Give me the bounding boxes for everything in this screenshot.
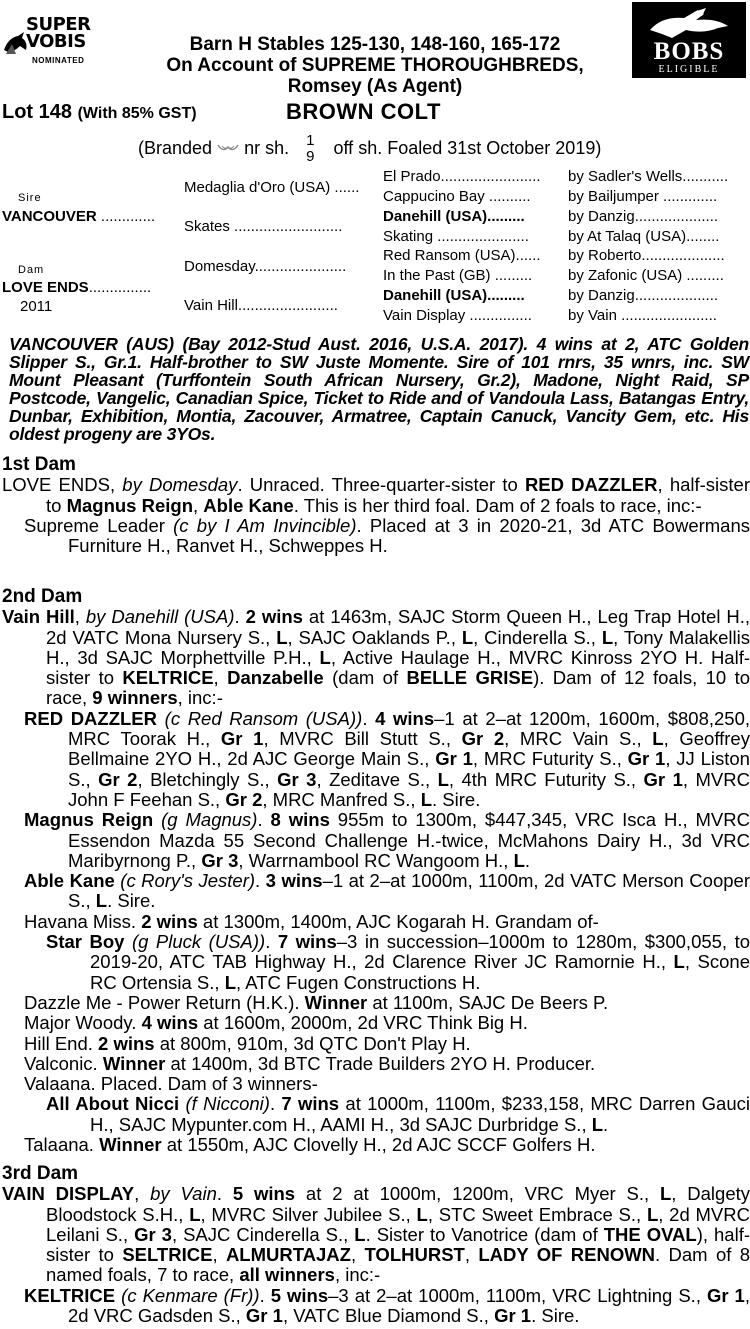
star-boy-entry: Star Boy (g Pluck (USA)). 7 wins–3 in succession–1000m to 1280m, $300,055, to 2019-20, ATC TAB Highway H., 2d Clarence River JC Ramornie H., L, Scone RC Ortensia S., L, ATC Fugen Constructions H. bbox=[46, 931, 750, 993]
ped-col2-2: Domesday...................... bbox=[184, 258, 347, 275]
header-line-2: On Account of SUPREME THOROUGHBREDS, bbox=[166, 55, 584, 76]
ped-col3-5: In the Past (GB) ......... bbox=[383, 267, 533, 284]
first-dam-heading: 1st Dam bbox=[2, 454, 76, 475]
ped-col3-0: El Prado........................ bbox=[383, 168, 541, 185]
brand-denominator: 9 bbox=[306, 148, 315, 165]
logo-nominated-text: NOMINATED bbox=[32, 56, 85, 65]
lot-line bbox=[2, 101, 197, 124]
all-about-nicci-entry: All About Nicci (f Nicconi). 7 wins at 1000m, 1100m, $233,158, MRC Darren Gauci H., SAJC Mypunter.com H., AAMI H., 3d SAJC Durbridge S., L. bbox=[46, 1093, 750, 1135]
bobs-name: BOBS bbox=[653, 38, 725, 65]
logo-super-text: SUPER bbox=[26, 14, 91, 35]
ped-col2-3: Vain Hill........................ bbox=[184, 297, 338, 314]
ped-col3-4: Red Ransom (USA)...... bbox=[383, 247, 541, 264]
ped-col4-1: by Bailjumper ............. bbox=[568, 188, 718, 205]
brand-pre: (Branded bbox=[138, 137, 213, 158]
able-kane-entry: Able Kane (c Rory's Jester). 3 wins–1 at 2–at 1000m, 1100m, 2d VATC Merson Cooper S., L. Sire. bbox=[24, 870, 750, 912]
brand-post: off sh. Foaled 31st October 2019) bbox=[333, 137, 602, 158]
valaana-entry: Valaana. Placed. Dam of 3 winners- bbox=[24, 1073, 318, 1095]
lot-number: Lot 148 bbox=[2, 101, 73, 123]
header-line-1: Barn H Stables 125-130, 148-160, 165-172 bbox=[189, 34, 561, 55]
hill-end-entry: Hill End. 2 wins at 800m, 910m, 3d QTC Don't Play H. bbox=[24, 1032, 471, 1054]
brand-fraction bbox=[306, 133, 314, 165]
sire-label: Sire bbox=[18, 192, 42, 204]
first-dam-section bbox=[2, 455, 750, 556]
ped-col3-1: Cappucino Bay .......... bbox=[383, 188, 531, 205]
dam-year: 2011 bbox=[20, 298, 53, 315]
brand-mark-icon bbox=[217, 143, 239, 155]
ped-col4-5: by Zafonic (USA) ......... bbox=[568, 267, 724, 284]
second-dam-heading: 2nd Dam bbox=[2, 586, 83, 607]
ped-col4-3: by At Talaq (USA)........ bbox=[568, 228, 720, 245]
ped-col4-6: by Danzig.................... bbox=[568, 287, 719, 304]
ped-col4-0: by Sadler's Wells........... bbox=[568, 168, 729, 185]
keltrice-entry: KELTRICE (c Kenmare (Fr)). 5 wins–3 at 2–at 1000m, 1100m, VRC Lightning S., Gr 1, 2d VRC Gadsden S., Gr 1, VATC Blue Diamond S., Gr 1. Sire. bbox=[24, 1284, 750, 1327]
dam-name: LOVE ENDS............... bbox=[2, 279, 152, 296]
second-dam-section bbox=[2, 587, 750, 1155]
ped-col4-2: by Danzig.................... bbox=[568, 208, 719, 225]
ped-col3-6: Danehill (USA)......... bbox=[383, 287, 525, 304]
ped-col2-0: Medaglia d'Oro (USA) ...... bbox=[184, 179, 360, 196]
first-dam-foal: Supreme Leader (c by I Am Invincible). Placed at 3 in 2020-21, 3d ATC Bowermans Furniture H., Ranvet H., Schweppes H. bbox=[24, 514, 750, 557]
header-line-3: Romsey (As Agent) bbox=[287, 76, 463, 97]
ped-col3-3: Skating ...................... bbox=[383, 228, 529, 245]
sire-paragraph: VANCOUVER (AUS) (Bay 2012-Stud Aust. 2016, U.S.A. 2017). 4 wins at 2, ATC Golden Slipper S., Gr.1. Half-brother to SW Juste Momente. Sire of 101 rnrs, 35 wnrs, inc. SW Mount Pleasant (Turffontein South African Nursery, Gr.2), Madone, Night Raid, SP Postcode, Vangelic, Canadian Spice, Ticket to Ride and of Vandoula Lass, Batangas Entry, Dunbar, Exhibition, Montia, Zacouver, Armatree, Captain Canuck, Vancity Gem, etc. His oldest progeny are 3YOs. bbox=[9, 334, 749, 444]
third-dam-paragraph: VAIN DISPLAY, by Vain. 5 wins at 2 at 1000m, 1200m, VRC Myer S., L, Dalgety Bloodstock S.H., L, MVRC Silver Jubilee S., L, STC Sweet Embrace S., L, 2d MVRC Leilani S., Gr 3, SAJC Cinderella S., L. Sister to Vanotrice (dam of THE OVAL), half-sister to SELTRICE, ALMURTAJAZ, TOLHURST, LADY OF RENOWN. Dam of 8 named foals, 7 to race, all winners, inc:- bbox=[2, 1183, 750, 1286]
havana-miss-entry: Havana Miss. 2 wins at 1300m, 1400m, AJC Kogarah H. Grandam of- bbox=[24, 910, 599, 932]
ped-col3-2: Danehill (USA)......... bbox=[383, 208, 525, 225]
major-woody-entry: Major Woody. 4 wins at 1600m, 2000m, 2d VRC Think Big H. bbox=[24, 1012, 528, 1034]
valconic-entry: Valconic. Winner at 1400m, 3d BTC Trade Builders 2YO H. Producer. bbox=[24, 1052, 596, 1074]
ped-col4-4: by Roberto.................... bbox=[568, 247, 725, 264]
magnus-reign-entry: Magnus Reign (g Magnus). 8 wins 955m to 1300m, $447,345, VRC Isca H., MVRC Essendon Mazda 55 Second Challenge H.-twice, McMahons Dairy H., 3d VRC Maribyrnong P., Gr 3, Warrnambool RC Wangoom H., L. bbox=[24, 809, 750, 871]
third-dam-section bbox=[2, 1164, 750, 1326]
sire-name: VANCOUVER ............. bbox=[2, 208, 156, 225]
third-dam-heading: 3rd Dam bbox=[2, 1163, 79, 1184]
dam-label: Dam bbox=[18, 264, 45, 276]
first-dam-paragraph: LOVE ENDS, by Domesday. Unraced. Three-quarter-sister to RED DAZZLER, half-sister to Magnus Reign, Able Kane. This is her third foal. Dam of 2 foals to race, inc:- bbox=[2, 474, 750, 516]
dazzle-me-entry: Dazzle Me - Power Return (H.K.). Winner at 1100m, SAJC De Beers P. bbox=[24, 991, 609, 1013]
ped-col3-7: Vain Display ............... bbox=[383, 307, 532, 324]
second-dam-paragraph: Vain Hill, by Danehill (USA). 2 wins at 1463m, SAJC Storm Queen H., Leg Trap Hotel H., 2d VATC Mona Nursery S., L, SAJC Oaklands P., L, Cinderella S., L, Tony Malakellis H., 3d SAJC Morphettville P.H., L, Active Haulage H., MVRC Kinross 2YO H. Half-sister to KELTRICE, Danzabelle (dam of BELLE GRISE). Dam of 12 foals, 10 to race, 9 winners, inc:- bbox=[2, 606, 750, 709]
logo-vobis-text: VOBIS bbox=[26, 31, 86, 52]
lot-title: BROWN COLT bbox=[286, 99, 441, 124]
brand-line bbox=[138, 133, 601, 165]
ped-col2-1: Skates .......................... bbox=[184, 218, 343, 235]
bobs-eligible-logo bbox=[632, 2, 746, 78]
talaana-entry: Talaana. Winner at 1550m, AJC Clovelly H., 2d AJC SCCF Golfers H. bbox=[24, 1134, 596, 1156]
brand-numerator: 1 bbox=[306, 132, 315, 149]
red-dazzler-entry: RED DAZZLER (c Red Ransom (USA)). 4 wins–1 at 2–at 1200m, 1600m, $808,250, MRC Toorak H., Gr 1, MVRC Bill Stutt S., Gr 2, MRC Vain S., L, Geoffrey Bellmaine 2YO H., 2d AJC George Main S., Gr 1, MRC Futurity S., Gr 1, JJ Liston S., Gr 2, Bletchingly S., Gr 3, Zeditave S., L, 4th MRC Futurity S., Gr 1, MVRC John F Feehan S., Gr 2, MRC Manfred S., L. Sire. bbox=[24, 707, 750, 810]
lot-gst: (With 85% GST) bbox=[77, 105, 197, 122]
brand-mid: nr sh. bbox=[244, 137, 290, 158]
ped-col4-7: by Vain ....................... bbox=[568, 307, 717, 324]
bobs-eligible-text: ELIGIBLE bbox=[658, 64, 720, 75]
